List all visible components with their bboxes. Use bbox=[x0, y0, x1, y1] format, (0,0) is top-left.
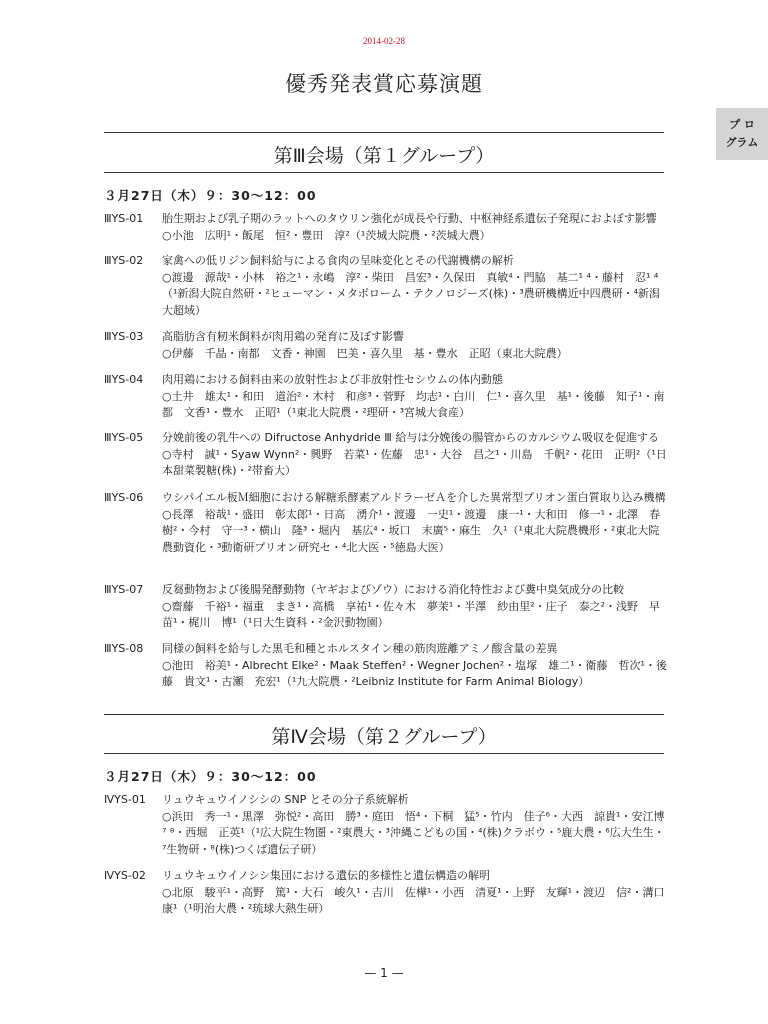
entry-title: 反芻動物および後腸発酵動物（ヤギおよびゾウ）における消化特性および糞中臭気成分の比較 bbox=[162, 583, 624, 596]
session-datetime-hall-3: ３月27日（木）９：30～12：00 bbox=[104, 188, 317, 203]
entry-title: 肉用鶏における飼料由来の放射性および非放射性セシウムの体内動態 bbox=[162, 373, 503, 386]
entry-title: 胎生期および乳子期のラットへのタウリン強化が成長や行動、中枢神経系遺伝子発現におよぼす影響 bbox=[162, 212, 657, 225]
presentation-entry bbox=[104, 641, 667, 691]
entry-authors: ○寺村 誠¹・Syaw Wynn²・興野 若菜¹・佐藤 忠¹・大谷 昌之¹・川島 千帆²・花田 正明²（¹日本甜菜製糖(株)・²帯畜大） bbox=[162, 447, 667, 477]
presentation-entry bbox=[104, 490, 664, 556]
side-tab-label-1: プ ロ bbox=[729, 118, 755, 131]
presentation-entry bbox=[104, 868, 664, 918]
presentation-entry bbox=[104, 430, 667, 480]
presentation-entry bbox=[104, 792, 664, 858]
presentation-entry bbox=[104, 253, 664, 319]
entry-id: ⅣYS-02 bbox=[104, 869, 146, 882]
presentation-entry bbox=[104, 372, 664, 422]
presentation-entry bbox=[104, 211, 664, 244]
entry-id: ⅢYS-07 bbox=[104, 583, 144, 596]
page-title: 優秀発表賞応募演題 bbox=[285, 72, 483, 96]
side-tab-label-2: グラム bbox=[725, 136, 759, 149]
entry-authors: ○池田 裕美¹・Albrecht Elke²・Maak Steffen²・Wegner Jochen²・塩塚 雄二¹・衛藤 哲次¹・後藤 貴文¹・古瀬 充宏¹（¹九大院農・²Leibniz Institute for Farm Animal Biology） bbox=[162, 658, 667, 688]
program-side-tab[interactable] bbox=[716, 108, 768, 160]
entry-id: ⅢYS-01 bbox=[104, 212, 144, 225]
entry-title: リュウキュウイノシシの SNP とその分子系統解析 bbox=[162, 793, 409, 806]
entry-title: リュウキュウイノシシ集団における遺伝的多様性と遺伝構造の解明 bbox=[162, 869, 490, 882]
entry-authors: ○伊藤 千晶・南都 文香・神園 巴美・喜久里 基・豊水 正昭（東北大院農） bbox=[162, 346, 568, 360]
presentation-entry bbox=[104, 329, 664, 362]
section-divider-bottom bbox=[104, 172, 664, 173]
entry-authors: ○北原 駿平¹・高野 篤¹・大石 峻久¹・吉川 佐樺¹・小西 清夏¹・上野 友輝¹・渡辺 信²・溝口康¹（¹明治大農・²琉球大熱生研） bbox=[162, 885, 665, 915]
entry-authors: ○長澤 裕哉¹・盛田 彰太郎¹・日高 湧介¹・渡邊 一史¹・渡邊 康一¹・大和田 修一¹・北澤 春樹²・今村 守一³・横山 隆³・堀内 基広⁴・坂口 末廣⁵・麻生 久¹（¹東北大院農機形・²東北大院農動資化・³動衛研プリオン研究セ・⁴北大医・⁵徳島大医） bbox=[162, 507, 661, 554]
entry-id: ⅢYS-08 bbox=[104, 642, 144, 655]
entry-authors: ○土井 雄太¹・和田 道治²・木村 和彦³・菅野 均志¹・白川 仁¹・喜久里 基¹・後藤 知子¹・南都 文香¹・豊水 正昭¹（¹東北大院農・²理研・³宮城大食産） bbox=[162, 389, 665, 419]
section-divider-top bbox=[104, 714, 664, 715]
print-date: 2014-02-28 bbox=[363, 36, 405, 46]
entry-id: ⅢYS-05 bbox=[104, 431, 144, 444]
entry-title: 分娩前後の乳牛への Difructose Anhydride Ⅲ 給与は分娩後の腸管からのカルシウム吸収を促進する bbox=[162, 431, 659, 444]
entry-id: ⅢYS-06 bbox=[104, 491, 144, 504]
entry-id: ⅢYS-02 bbox=[104, 254, 144, 267]
entry-id: ⅣYS-01 bbox=[104, 793, 146, 806]
entry-authors: ○浜田 秀一¹・黒澤 弥悦²・高田 勝³・庭田 悟⁴・下桐 猛⁵・竹内 佳子⁶・大西 諒貴¹・安江博⁷ ⁸・西堀 正英¹（¹広大院生物圏・²東農大・³沖縄こどもの国・⁴(株)クラボウ・⁵鹿大農・⁶広大生生・⁷生物研・⁸(株)つくば遺伝子研） bbox=[162, 809, 665, 856]
entry-id: ⅢYS-03 bbox=[104, 330, 144, 343]
section-divider-bottom bbox=[104, 753, 664, 754]
section-title-hall-3: 第Ⅲ会場（第１グループ） bbox=[273, 145, 495, 167]
entry-title: 同様の飼料を給与した黒毛和種とホルスタイン種の筋肉遊離アミノ酸含量の差異 bbox=[162, 642, 558, 655]
entry-id: ⅢYS-04 bbox=[104, 373, 144, 386]
section-title-hall-4: 第Ⅳ会場（第２グループ） bbox=[271, 726, 497, 748]
entry-authors: ○齋藤 千裕¹・福重 まき¹・高橋 享祐¹・佐々木 夢茉¹・半澤 紗由里²・庄子 泰之²・浅野 早苗¹・梶川 博¹（¹日大生資科・²金沢動物園） bbox=[162, 599, 661, 629]
entry-authors: ○渡邊 源哉¹・小林 裕之¹・永嶋 淳²・柴田 昌宏³・久保田 真敏⁴・門脇 基二¹ ⁴・藤村 忍¹ ⁴（¹新潟大院自然研・²ヒューマン・メタボローム・テクノロジーズ(株)・³農研機構近中四農研・⁴新潟大超域） bbox=[162, 270, 661, 317]
section-divider-top bbox=[104, 132, 664, 133]
entry-title: 高脂肪含有籾米飼料が肉用鶏の発育に及ぼす影響 bbox=[162, 330, 404, 343]
entry-title: 家禽への低リジン飼料給与による食肉の呈味変化とその代謝機構の解析 bbox=[162, 254, 514, 267]
page-number: — 1 — bbox=[364, 966, 404, 980]
entry-authors: ○小池 広明¹・飯尾 恒²・豊田 淳²（¹茨城大院農・²茨城大農） bbox=[162, 228, 491, 242]
session-datetime-hall-4: ３月27日（木）９：30～12：00 bbox=[104, 769, 317, 784]
presentation-entry bbox=[104, 582, 664, 632]
entry-title: ウシパイエル板Ｍ細胞における解糖系酵素アルドラーゼＡを介した異常型プリオン蛋白質取り込み機構 bbox=[162, 491, 666, 504]
